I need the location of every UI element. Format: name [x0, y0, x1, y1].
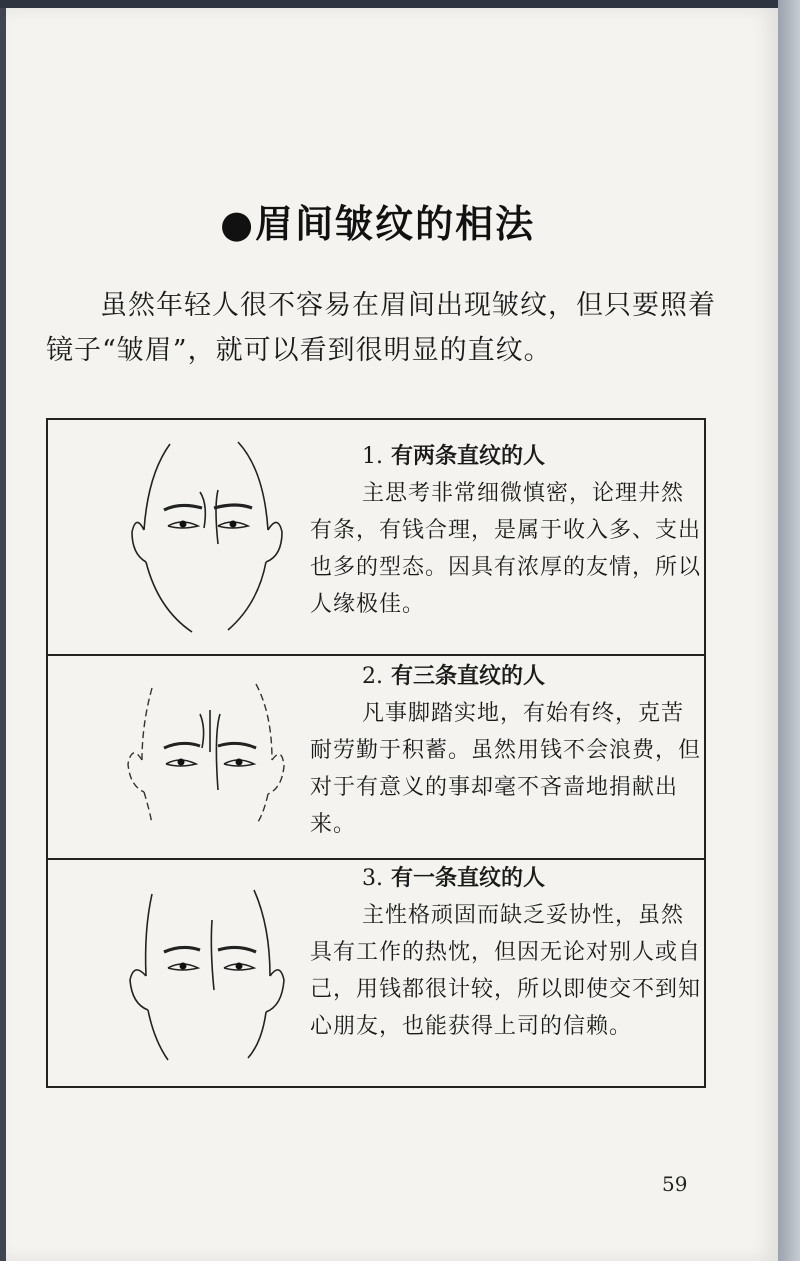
item-body: 主性格顽固而缺乏妥协性，虽然具有工作的热忱，但因无论对别人或自己，用钱都很计较，所以即使交不到知心朋友，也能获得上司的信赖。 [310, 903, 702, 1039]
item-heading-text: 有一条直纹的人 [391, 866, 546, 891]
page-title: ●眉间皱纹的相法 [220, 202, 536, 246]
item-heading [362, 860, 702, 897]
item-text [310, 860, 702, 1045]
background-edge [0, 0, 800, 8]
wrinkle-table [46, 418, 706, 1088]
item-number: 1. [362, 444, 383, 469]
face-illustration-three-lines [88, 664, 328, 854]
item-text [310, 658, 702, 843]
item-heading [362, 438, 702, 475]
item-body: 凡事脚踏实地，有始有终，克苦耐劳勤于积蓄。虽然用钱不会浪费，但对于有意义的事却毫不吝啬地捐献出来。 [310, 701, 702, 837]
intro-paragraph: 虽然年轻人很不容易在眉间出现皱纹，但只要照着镜子“皱眉”，就可以看到很明显的直纹。 [46, 290, 716, 366]
item-number: 2. [362, 664, 383, 689]
item-heading-text: 有两条直纹的人 [391, 444, 546, 469]
item-text [310, 438, 702, 623]
table-row [48, 656, 704, 860]
background-edge-right [778, 0, 800, 1261]
table-row [48, 860, 704, 1086]
item-body: 主思考非常细微慎密，论理井然有条，有钱合理，是属于收入多、支出也多的型态。因具有浓厚的友情，所以人缘极佳。 [310, 481, 702, 617]
book-page [6, 8, 778, 1261]
item-heading-text: 有三条直纹的人 [391, 664, 546, 689]
page-number: 59 [662, 1172, 688, 1196]
face-illustration-one-line [88, 880, 328, 1080]
item-number: 3. [362, 866, 383, 891]
face-drawing [88, 434, 328, 644]
table-row [48, 420, 704, 656]
face-drawing [88, 664, 328, 854]
face-illustration-two-lines [88, 434, 328, 644]
face-drawing [88, 880, 328, 1080]
item-heading [362, 658, 702, 695]
